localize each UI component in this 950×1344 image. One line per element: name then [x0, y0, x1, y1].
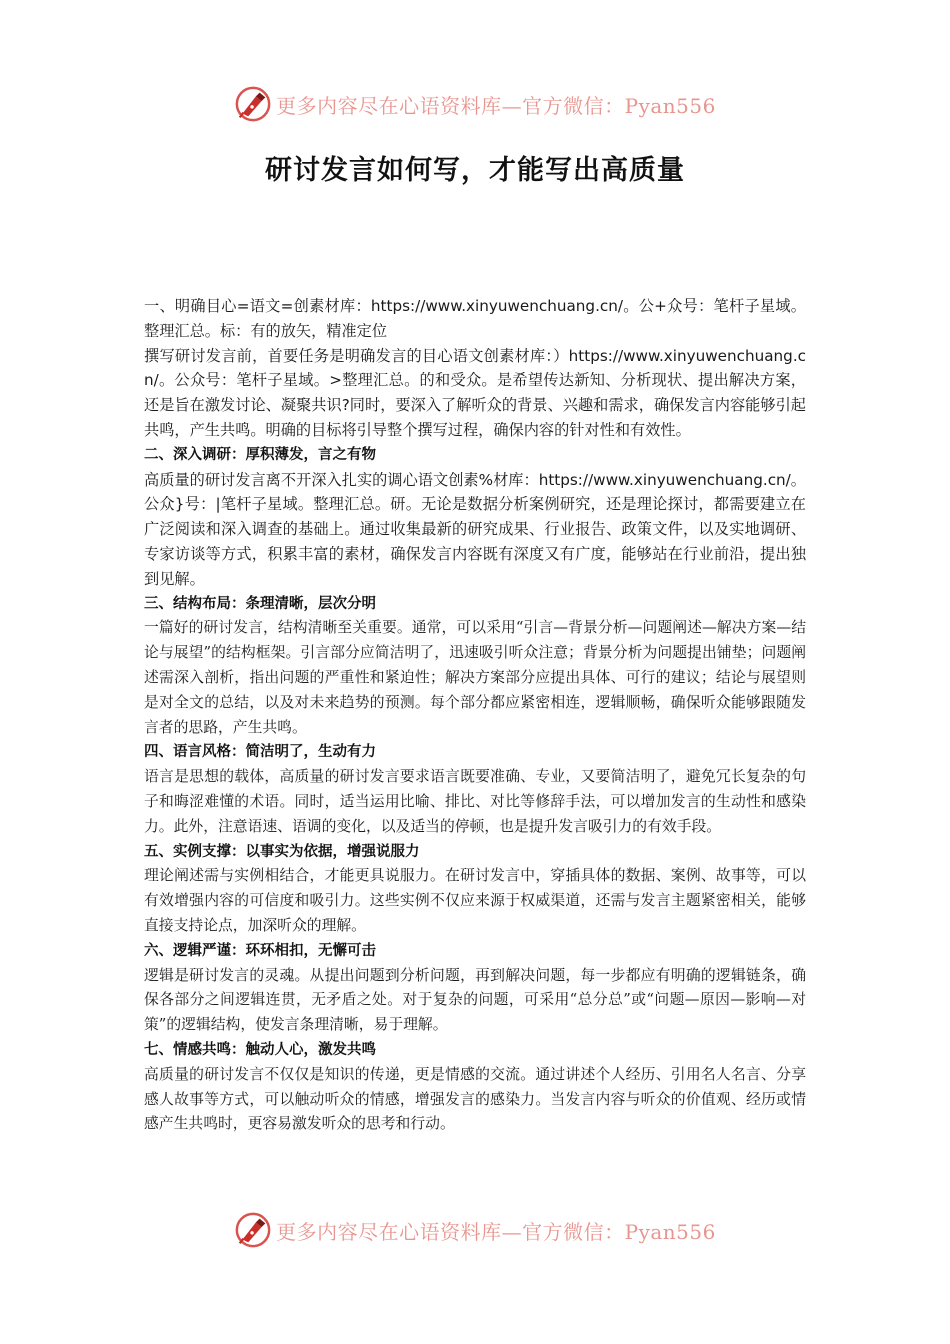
section-heading: 三、结构布局：条理清晰，层次分明 [144, 595, 376, 612]
paragraph: 高质量的研讨发言不仅仅是知识的传递，更是情感的交流。通过讲述个人经历、引用名人名言、分享感人故事等方式，可以触动听众的情感，增强发言的感染力。当发言内容与听众的价值观、经历或情感产生共鸣时，更容易激发听众的思考和行动。 [144, 1065, 806, 1133]
section-1 [144, 294, 806, 443]
section-heading: 二、深入调研：厚积薄发，言之有物 [144, 446, 376, 463]
paragraph: 撰写研讨发言前，首要任务是明确发言的目心语文创素材库：）https://www.xinyuwenchuang.cn/。公众号：笔杆子星域。>整理汇总。的和受众。是希望传达新知、分析现状、提出解决方案，还是旨在激发讨论、凝聚共识?同时，要深入了解听众的背景、兴趣和需求，确保发言内容能够引起共鸣，产生共鸣。明确的目标将引导整个撰写过程，确保内容的针对性和有效性。 [144, 346, 806, 439]
section-heading: 七、情感共鸣：触动人心，激发共鸣 [144, 1041, 376, 1058]
pen-tip-logo-icon [234, 1211, 272, 1249]
section-6 [144, 939, 806, 1038]
section-heading: 六、逻辑严谨：环环相扣，无懈可击 [144, 942, 376, 959]
section-heading: 五、实例支撑：以事实为依据，增强说服力 [144, 843, 420, 860]
section-3 [144, 592, 806, 741]
document-body [144, 294, 806, 1137]
paragraph: 语言是思想的载体，高质量的研讨发言要求语言既要准确、专业，又要简洁明了，避免冗长复杂的句子和晦涩难懂的术语。同时，适当运用比喻、排比、对比等修辞手法，可以增加发言的生动性和感染力。此外，注意语速、语调的变化，以及适当的停顿，也是提升发言吸引力的有效手段。 [144, 768, 806, 835]
paragraph: 理论阐述需与实例相结合，才能更具说服力。在研讨发言中，穿插具体的数据、案例、故事等，可以有效增强内容的可信度和吸引力。这些实例不仅应来源于权威渠道，还需与发言主题紧密相关，能够直接支持论点，加深听众的理解。 [144, 867, 806, 934]
header-watermark [0, 82, 950, 126]
section-2 [144, 443, 806, 592]
paragraph: 高质量的研讨发言离不开深入扎实的调心语文创素%材库：https://www.xinyuwenchuang.cn/。公众}号：|笔杆子星域。整理汇总。研。无论是数据分析案例研究，还是理论探讨，都需要建立在广泛阅读和深入调查的基础上。通过收集最新的研究成果、行业报告、政策文件，以及实地调研、专家访谈等方式，积累丰富的素材，确保发言内容既有深度又有广度，能够站在行业前沿，提出独到见解。 [144, 470, 806, 588]
paragraph: 一、明确目心=语文=创素材库：https://www.xinyuwenchuang.cn/。公+众号：笔杆子星域。整理汇总。标：有的放矢，精准定位 [144, 297, 806, 340]
watermark-text: 更多内容尽在心语资料库—官方微信：Pyan556 [276, 1219, 716, 1244]
document-title: 研讨发言如何写，才能写出高质量 [265, 155, 685, 186]
paragraph: 逻辑是研讨发言的灵魂。从提出问题到分析问题，再到解决问题，每一步都应有明确的逻辑链条，确保各部分之间逻辑连贯，无矛盾之处。对于复杂的问题，可采用“总分总”或“问题—原因—影响—对策”的逻辑结构，使发言条理清晰，易于理解。 [144, 966, 806, 1034]
section-7 [144, 1038, 806, 1137]
pen-tip-logo-icon [234, 85, 272, 123]
section-heading: 四、语言风格：简洁明了，生动有力 [144, 744, 376, 761]
footer-watermark [0, 1208, 950, 1252]
section-4 [144, 740, 806, 839]
watermark-text: 更多内容尽在心语资料库—官方微信：Pyan556 [276, 93, 716, 118]
paragraph: 一篇好的研讨发言，结构清晰至关重要。通常，可以采用“引言—背景分析—问题阐述—解决方案—结论与展望”的结构框架。引言部分应简洁明了，迅速吸引听众注意；背景分析为问题提出铺垫；问题阐述需深入剖析，指出问题的严重性和紧迫性；解决方案部分应提出具体、可行的建议；结论与展望则是对全文的总结，以及对未来趋势的预测。每个部分都应紧密相连，逻辑顺畅，确保听众能够跟随发言者的思路，产生共鸣。 [144, 619, 806, 736]
section-5 [144, 840, 806, 939]
